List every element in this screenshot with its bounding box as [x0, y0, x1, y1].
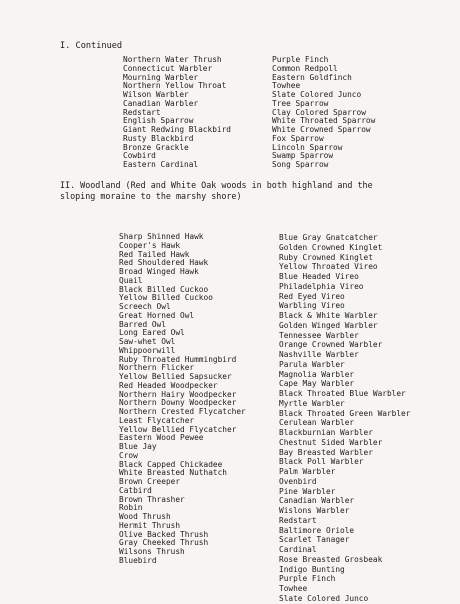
- bird-list-item: Cardinal: [279, 545, 317, 554]
- bird-list-item: Clay Colored Sparrow: [272, 107, 366, 117]
- bird-list-item: Crow: [119, 450, 138, 460]
- bird-list-item: White Throated Sparrow: [272, 116, 376, 126]
- bird-list-item: Hermit Thrush: [119, 520, 181, 530]
- bird-list-item: English Sparrow: [123, 116, 194, 126]
- bird-list-item: Cowbird: [123, 151, 156, 161]
- bird-list-item: Wilsons Thrush: [119, 547, 185, 556]
- bird-list-item: Slate Colored Junco: [279, 593, 369, 603]
- bird-list-item: Bay Breasted Warbler: [279, 447, 373, 457]
- bird-list-item: Quail: [119, 275, 143, 285]
- bird-list-item: Orange Crowned Warbler: [279, 340, 383, 350]
- section-1-heading: I. Continued: [60, 41, 123, 51]
- bird-list-item: Red Tailed Hawk: [119, 249, 190, 259]
- bird-list-item: Connecticut Warbler: [123, 63, 213, 73]
- bird-list-item: Indigo Bunting: [279, 564, 345, 574]
- bird-list-item: Baltimore Oriole: [279, 525, 355, 535]
- bird-list-item: Redstart: [123, 107, 161, 117]
- bird-list-item: Long Eared Owl: [119, 328, 185, 338]
- bird-list-item: Bluebird: [119, 555, 157, 565]
- bird-list-item: Northern Flicker: [119, 363, 195, 373]
- bird-list-item: Magnolia Warbler: [279, 369, 355, 379]
- bird-list-item: Black & White Warbler: [279, 311, 378, 320]
- bird-list-item: Great Horned Owl: [119, 310, 195, 320]
- bird-list-item: Olive Backed Thrush: [119, 529, 209, 539]
- bird-list-item: Mourning Warbler: [123, 72, 199, 82]
- bird-list-item: Philadelphia Vireo: [279, 281, 364, 291]
- bird-list-item: Pine Warbler: [279, 486, 336, 496]
- bird-list-item: Screech Owl: [119, 302, 171, 311]
- bird-list-item: Northern Yellow Throat: [123, 81, 227, 91]
- bird-list-item: Cape May Warbler: [279, 379, 355, 389]
- bird-list-item: Rose Breasted Grosbeak: [279, 554, 383, 564]
- bird-list-item: Wislons Warbler: [279, 506, 350, 515]
- bird-list-item: Northern Hairy Woodpecker: [119, 389, 237, 399]
- bird-list-item: Eastern Cardinal: [123, 160, 199, 169]
- bird-list-item: White Breasted Nuthatch: [119, 468, 227, 478]
- bird-list-item: Robin: [119, 503, 143, 513]
- bird-list-item: Blue Gray Gnatcatcher: [279, 233, 378, 242]
- bird-list-item: Yellow Bellied Sapsucker: [119, 372, 232, 381]
- bird-list-item: Red Shouldered Hawk: [119, 258, 209, 268]
- bird-list-item: Yellow Billed Cuckoo: [119, 293, 213, 303]
- bird-list-item: Song Sparrow: [272, 160, 329, 169]
- bird-list-item: Cerulean Warbler: [279, 418, 355, 428]
- bird-list-item: Sharp Shinned Hawk: [119, 232, 204, 241]
- bird-list-item: Ruby Crowned Kinglet: [279, 252, 373, 262]
- bird-list-item: Tennessee Warbler: [279, 330, 359, 340]
- bird-list-item: Bronze Grackle: [123, 142, 189, 152]
- section-2-heading: II. Woodland (Red and White Oak woods in both highland and the sloping moraine to the marshy shore): [60, 180, 373, 201]
- bird-list-item: Golden Winged Warbler: [279, 320, 378, 330]
- section-1-right-column: [272, 56, 375, 170]
- bird-list-item: Warbling Vireo: [279, 301, 345, 311]
- bird-list-item: Canadian Warbler: [279, 496, 355, 506]
- bird-list-item: Black Throated Blue Warbler: [279, 389, 406, 398]
- bird-list-item: Black Throated Green Warbler: [279, 408, 411, 418]
- bird-list-item: Black Poll Warbler: [279, 457, 364, 467]
- bird-list-item: Northern Downy Woodpecker: [119, 398, 237, 408]
- bird-list-item: Red Headed Woodpecker: [119, 380, 218, 390]
- bird-list-item: Eastern Goldfinch: [272, 72, 352, 82]
- bird-list-item: Ruby Throated Hummingbird: [119, 354, 237, 364]
- bird-list-item: Northern Crested Flycatcher: [119, 407, 246, 416]
- bird-list-item: Tree Sparrow: [272, 98, 329, 108]
- bird-list-item: Redstart: [279, 515, 317, 525]
- bird-list-item: Brown Thrasher: [119, 494, 185, 504]
- section-2-left-column: [119, 233, 246, 566]
- bird-list-item: Eastern Wood Pewee: [119, 433, 204, 443]
- bird-list-item: Blue Jay: [119, 442, 157, 451]
- bird-list-item: Red Eyed Vireo: [279, 291, 345, 301]
- bird-list-item: Catbird: [119, 485, 152, 495]
- bird-list-item: Cooper's Hawk: [119, 240, 181, 250]
- bird-list-item: Towhee: [279, 584, 308, 593]
- bird-list-item: Slate Colored Junco: [272, 90, 362, 99]
- bird-list-item: Blackburnian Warbler: [279, 428, 373, 437]
- bird-list-item: Canadian Warbler: [123, 98, 199, 108]
- bird-list-item: Northern Water Thrush: [123, 55, 222, 64]
- bird-list-item: Barred Owl: [119, 319, 166, 329]
- bird-list-item: Myrtle Warbler: [279, 398, 345, 408]
- bird-list-item: Towhee: [272, 81, 301, 91]
- bird-list-item: Ovenbird: [279, 476, 317, 486]
- bird-list-item: Purple Finch: [272, 55, 329, 64]
- bird-list-item: Swamp Sparrow: [272, 151, 334, 161]
- bird-list-item: Brown Creeper: [119, 477, 181, 486]
- bird-list-item: Common Redpoll: [272, 63, 338, 73]
- bird-list-item: Blue Headed Vireo: [279, 272, 359, 281]
- bird-list-item: Purple Finch: [279, 574, 336, 584]
- bird-list-item: Parula Warbler: [279, 359, 345, 369]
- bird-list-item: Chestnut Sided Warbler: [279, 437, 383, 447]
- bird-list-item: Black Capped Chickadee: [119, 459, 223, 469]
- bird-list-item: Nashville Warbler: [279, 350, 359, 359]
- bird-list-item: Lincoln Sparrow: [272, 142, 343, 152]
- bird-list-item: Fox Sparrow: [272, 133, 324, 143]
- bird-list-item: Giant Redwing Blackbird: [123, 125, 231, 134]
- bird-list-item: Golden Crowned Kinglet: [279, 242, 383, 252]
- bird-list-item: White Crowned Sparrow: [272, 125, 371, 134]
- bird-list-item: Gray Cheeked Thrush: [119, 538, 209, 548]
- bird-list-item: Yellow Throated Vireo: [279, 262, 378, 272]
- bird-list-item: Wilson Warbler: [123, 90, 189, 99]
- bird-list-item: Palm Warbler: [279, 467, 336, 476]
- bird-list-item: Wood Thrush: [119, 512, 171, 521]
- bird-list-item: Rusty Blackbird: [123, 133, 194, 143]
- bird-list-item: Least Flycatcher: [119, 415, 195, 425]
- bird-list-item: Whippoorwill: [119, 345, 176, 355]
- bird-list-item: Broad Winged Hawk: [119, 267, 199, 276]
- section-1-left-column: [123, 56, 231, 170]
- bird-list-item: Yellow Bellied Flycatcher: [119, 424, 237, 434]
- bird-list-item: Black Billed Cuckoo: [119, 284, 209, 294]
- bird-list-item: Scarlet Tanager: [279, 535, 350, 545]
- section-2-right-column: [279, 233, 410, 604]
- bird-list-item: Saw-whet Owl: [119, 337, 176, 346]
